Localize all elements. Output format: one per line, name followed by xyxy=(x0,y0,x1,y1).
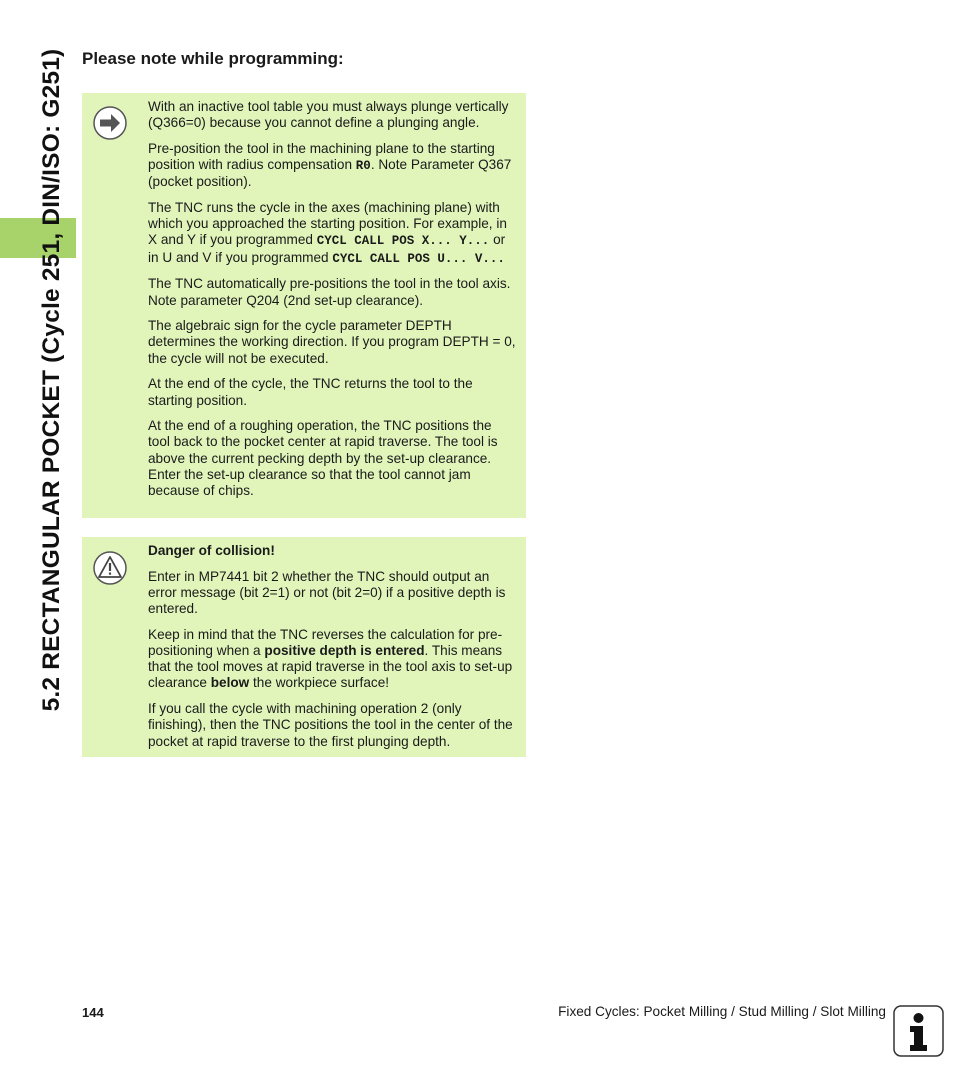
note-text: The algebraic sign for the cycle parameter DEPTH determines the working direction. If you program DEPTH = 0, the cycle will not be executed. xyxy=(148,318,516,366)
arrow-right-icon xyxy=(92,105,128,141)
warning-text: If you call the cycle with machining operation 2 (only finishing), then the TNC positions the tool in the center of the pocket at rapid traverse to the first plunging depth. xyxy=(148,701,513,749)
note-text: At the end of a roughing operation, the TNC positions the tool back to the pocket center at rapid traverse. The tool is above the current pecking depth by the set-up clearance. Enter the set-up clearance so that the tool cannot jam because of chips. xyxy=(148,418,498,499)
note-text: With an inactive tool table you must always plunge vertically (Q366=0) because you cannot define a plunging angle. xyxy=(148,99,509,131)
warning-title: Danger of collision! xyxy=(148,543,275,558)
note-text: Pre-position the tool in the machining plane to the starting position with radius compensation R0. Note Parameter Q367 (pocket position). xyxy=(148,140,512,190)
note-text: The TNC automatically pre-positions the tool in the tool axis. Note parameter Q204 (2nd set-up clearance). xyxy=(148,276,511,308)
info-icon xyxy=(893,1005,944,1057)
warning-text: Enter in MP7441 bit 2 whether the TNC should output an error message (bit 2=1) or not (bit 2=0) if a positive depth is entered. xyxy=(148,568,506,617)
page-number: 144 xyxy=(82,1005,104,1020)
note-text: The TNC runs the cycle in the axes (machining plane) with which you approached the starting position. For example, in X and Y if you programmed CYCL CALL POS X... Y... or in U and V if you programmed CYCL CALL POS U... V... xyxy=(148,200,507,266)
code-snippet: CYCL CALL POS X... Y... xyxy=(316,234,490,249)
section-title: 5.2 RECTANGULAR POCKET (Cycle 251, DIN/ISO: G251) xyxy=(38,48,65,712)
warning-text: Keep in mind that the TNC reverses the calculation for pre-positioning when a positive depth is entered. This means that the tool moves at rapid traverse in the tool axis to set-up clearance below the workpiece surface! xyxy=(148,626,513,691)
page-heading: Please note while programming: xyxy=(82,49,344,68)
note-box xyxy=(82,93,526,518)
chapter-title: Fixed Cycles: Pocket Milling / Stud Milling / Slot Milling xyxy=(558,1004,886,1019)
warning-triangle-icon xyxy=(92,550,128,586)
note-text: At the end of the cycle, the TNC returns the tool to the starting position. xyxy=(148,376,473,408)
code-snippet: CYCL CALL POS U... V... xyxy=(332,251,505,266)
code-snippet: R0 xyxy=(355,159,371,174)
warning-box xyxy=(82,537,526,757)
